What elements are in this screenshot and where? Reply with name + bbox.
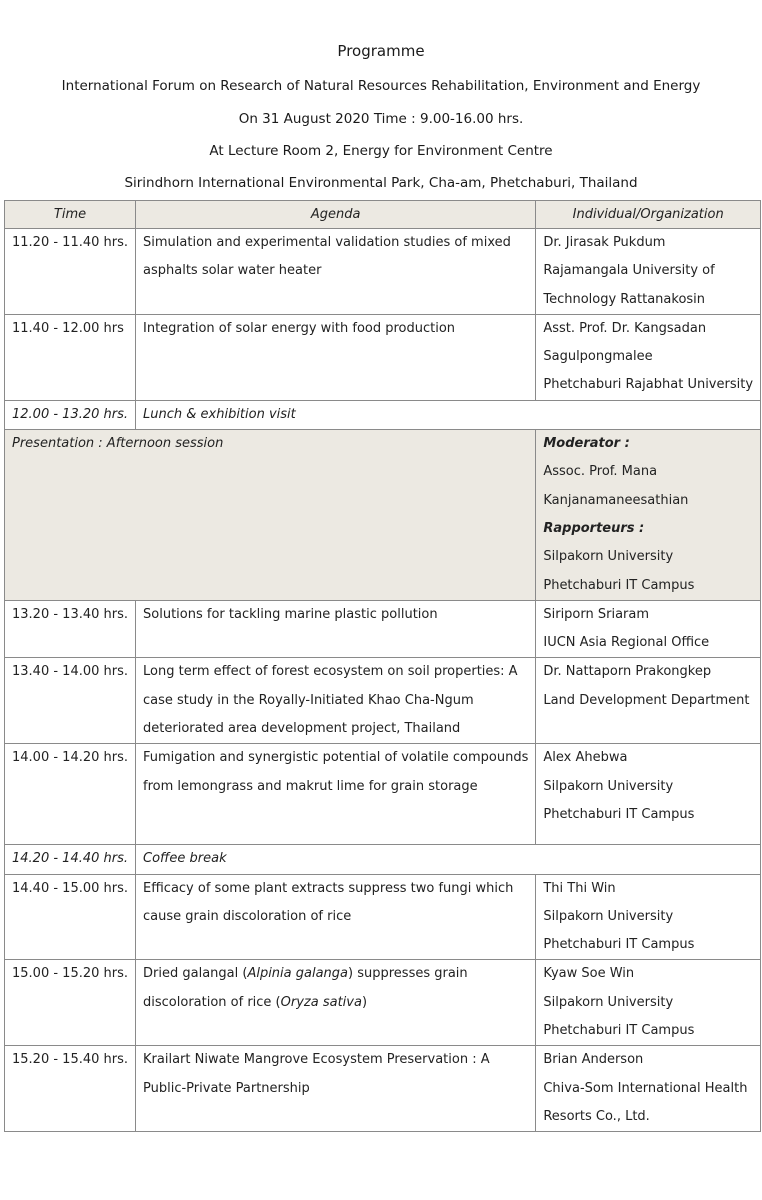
presenter-line: Asst. Prof. Dr. Kangsadan xyxy=(543,320,707,336)
presenter-line: Dr. Nattaporn Prakongkep xyxy=(543,664,712,680)
time-column-header: Time xyxy=(5,201,136,229)
session-time: 13.40 - 14.00 hrs. xyxy=(12,664,129,680)
agenda-line: Integration of solar energy with food production xyxy=(143,320,456,336)
presenter-line: Resorts Co., Ltd. xyxy=(543,1108,650,1124)
agenda-line: deteriorated area development project, Thailand xyxy=(143,721,461,737)
table-row-session xyxy=(5,430,761,601)
presenter-line: Phetchaburi IT Campus xyxy=(543,806,695,822)
table-row-break xyxy=(5,400,761,429)
table-row xyxy=(5,658,761,744)
presenter-line: Silpakorn University xyxy=(543,908,674,924)
presenter-line: Silpakorn University xyxy=(543,994,674,1010)
rapporteur-line: Silpakorn University xyxy=(543,549,674,565)
session-time: 11.40 - 12.00 hrs xyxy=(12,320,124,336)
table-header-row xyxy=(5,201,761,229)
break-label: Lunch & exhibition visit xyxy=(143,406,296,422)
species-name: Oryza sativa xyxy=(280,994,362,1010)
agenda-line: Efficacy of some plant extracts suppress two fungi which xyxy=(143,880,514,896)
agenda-line: Public-Private Partnership xyxy=(143,1080,310,1096)
session-time: 14.00 - 14.20 hrs. xyxy=(12,750,129,766)
forum-title: International Forum on Research of Natural Resources Rehabilitation, Environment and Energy xyxy=(61,78,701,94)
agenda-line: Dried galangal (Alpinia galanga) suppresses grain xyxy=(143,966,468,982)
presenter-line: IUCN Asia Regional Office xyxy=(543,635,710,651)
presenter-line: Land Development Department xyxy=(543,692,750,708)
table-row xyxy=(5,874,761,960)
agenda-line: Fumigation and synergistic potential of volatile compounds xyxy=(143,750,529,766)
break-label: Coffee break xyxy=(143,851,227,867)
table-row xyxy=(5,960,761,1046)
session-heading: Presentation : Afternoon session xyxy=(12,436,224,452)
presenter-line: Thi Thi Win xyxy=(543,880,616,896)
species-name: Alpinia galanga xyxy=(247,966,349,982)
agenda-line: Long term effect of forest ecosystem on soil properties: A xyxy=(143,664,518,680)
table-row xyxy=(5,600,761,658)
presenter-line: Chiva-Som International Health xyxy=(543,1080,748,1096)
rapporteur-line: Phetchaburi IT Campus xyxy=(543,577,695,593)
table-row xyxy=(5,314,761,400)
session-time: 11.20 - 11.40 hrs. xyxy=(12,235,129,250)
session-time: 14.40 - 15.00 hrs. xyxy=(12,880,129,896)
agenda-line: case study in the Royally-Initiated Khao Cha-Ngum xyxy=(143,692,474,708)
session-time: 15.20 - 15.40 hrs. xyxy=(12,1052,129,1068)
programme-title: Programme xyxy=(337,42,425,60)
presenter-line: Phetchaburi Rajabhat University xyxy=(543,377,754,393)
session-time: 12.00 - 13.20 hrs. xyxy=(12,406,129,422)
presenter-line: Phetchaburi IT Campus xyxy=(543,1023,695,1039)
presenter-line: Rajamangala University of xyxy=(543,263,715,279)
event-venue: At Lecture Room 2, Energy for Environment Centre xyxy=(209,143,553,159)
programme-table xyxy=(4,200,761,1132)
session-time: 14.20 - 14.40 hrs. xyxy=(12,851,129,867)
presenter-line: Dr. Jirasak Pukdum xyxy=(543,235,666,250)
session-time: 15.00 - 15.20 hrs. xyxy=(12,966,129,982)
presenter-line: Alex Ahebwa xyxy=(543,750,628,766)
agenda-line: discoloration of rice (Oryza sativa) xyxy=(143,994,368,1010)
table-row xyxy=(5,744,761,845)
session-time: 13.20 - 13.40 hrs. xyxy=(12,606,129,622)
presenter-line: Silpakorn University xyxy=(543,778,674,794)
presenter-line: Sagulpongmalee xyxy=(543,349,653,365)
rapporteurs-label: Rapporteurs : xyxy=(543,520,645,536)
agenda-line: asphalts solar water heater xyxy=(143,263,322,279)
moderator-line: Assoc. Prof. Mana xyxy=(543,464,658,480)
agenda-line: Solutions for tackling marine plastic pollution xyxy=(143,606,438,622)
table-row-break xyxy=(5,845,761,874)
event-date: On 31 August 2020 Time : 9.00-16.00 hrs. xyxy=(238,111,524,127)
moderator-line: Kanjanamaneesathian xyxy=(543,492,689,508)
presenter-line: Siriporn Sriaram xyxy=(543,606,650,622)
moderator-label: Moderator : xyxy=(543,436,630,452)
presenter-line: Kyaw Soe Win xyxy=(543,966,635,982)
agenda-line: Krailart Niwate Mangrove Ecosystem Preservation : A xyxy=(143,1052,490,1068)
presenter-line: Brian Anderson xyxy=(543,1052,644,1068)
event-location: Sirindhorn International Environmental Park, Cha-am, Phetchaburi, Thailand xyxy=(124,175,638,191)
agenda-line: Simulation and experimental validation studies of mixed xyxy=(143,235,511,250)
agenda-column-header: Agenda xyxy=(136,201,536,229)
individual-column-header: Individual/Organization xyxy=(536,201,761,229)
agenda-line: cause grain discoloration of rice xyxy=(143,908,352,924)
presenter-line: Phetchaburi IT Campus xyxy=(543,937,695,953)
table-row xyxy=(5,1046,761,1132)
agenda-line: from lemongrass and makrut lime for grain storage xyxy=(143,778,478,794)
table-row xyxy=(5,229,761,315)
presenter-line: Technology Rattanakosin xyxy=(543,291,706,307)
